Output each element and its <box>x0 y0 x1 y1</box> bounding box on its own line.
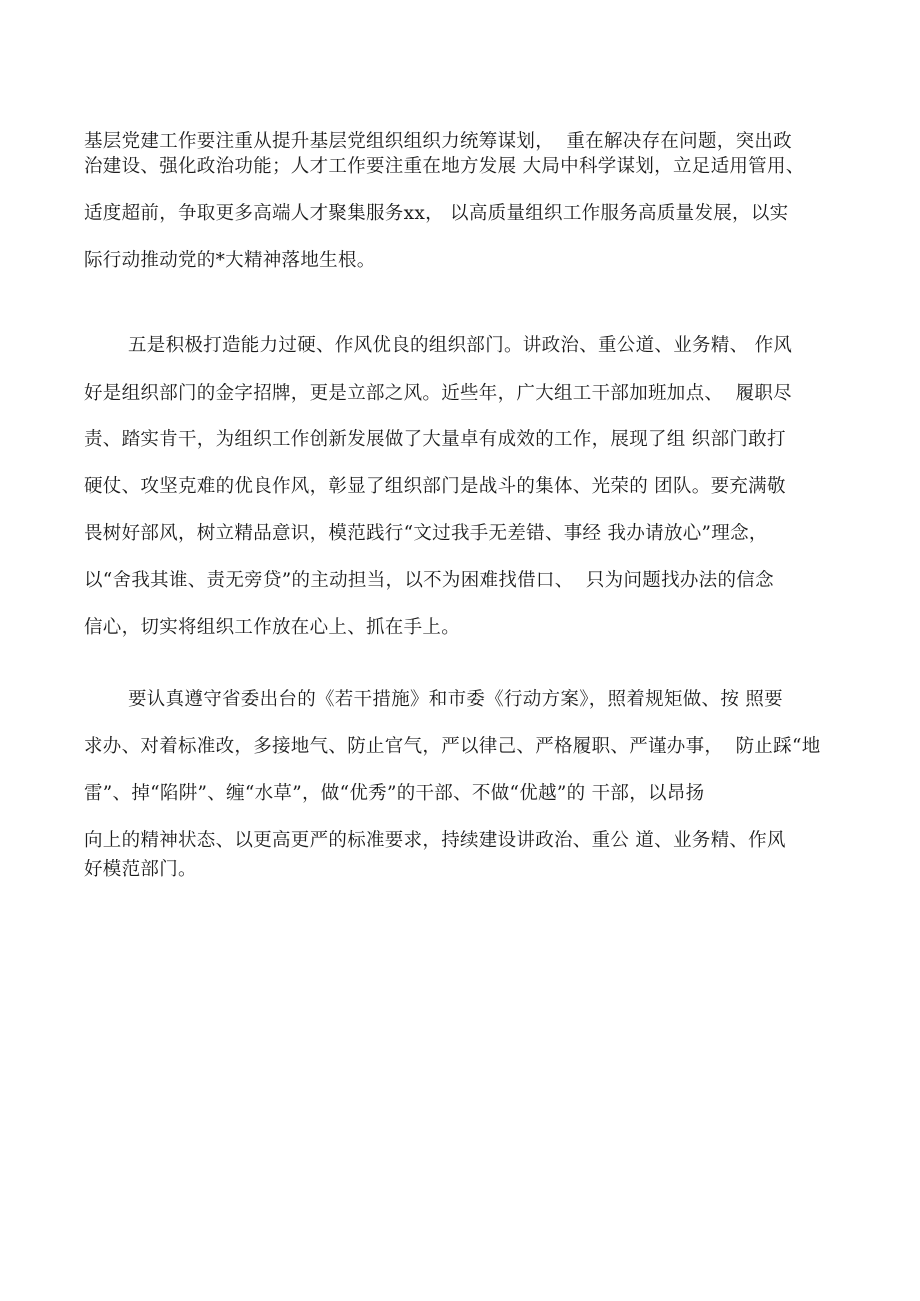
paragraph-3-line-3: 雷”、掉“陷阱”、缠“水草”，做“优秀”的干部、不做“优越”的 干部，以昂扬 <box>84 783 705 804</box>
paragraph-2-line-6: 以“舍我其谁、责无旁贷”的主动担当，以不为困难找借口、 只为问题找办法的信念 <box>84 570 774 591</box>
paragraph-3-line-1: 要认真遵守省委出台的《若干措施》和市委《行动方案》，照着规矩做、按 照要 <box>128 689 783 710</box>
paragraph-1-line-3: 适度超前，争取更多高端人才聚集服务xx， 以高质量组织工作服务高质量发展，以实 <box>84 203 789 224</box>
paragraph-3-line-2: 求办、对着标准改，多接地气、防止官气，严以律己、严格履职、严谨办事， 防止踩“地 <box>84 736 821 757</box>
paragraph-2-line-4: 硬仗、攻坚克难的优良作风，彰显了组织部门是战斗的集体、光荣的 团队。要充满敬 <box>84 476 786 497</box>
paragraph-1-line-2: 治建设、强化政治功能；人才工作要注重在地方发展 大局中科学谋划，立足适用管用、 <box>84 156 805 177</box>
paragraph-2-line-1: 五是积极打造能力过硬、作风优良的组织部门。讲政治、重公道、业务精、 作风 <box>128 335 793 356</box>
paragraph-1-line-4: 际行动推动党的*大精神落地生根。 <box>84 250 376 271</box>
paragraph-2-line-2: 好是组织部门的金字招牌，更是立部之风。近些年，广大组工干部加班加点、 履职尽 <box>84 383 792 404</box>
paragraph-2-line-7: 信心，切实将组织工作放在心上、抓在手上。 <box>84 617 461 638</box>
paragraph-3-line-5: 好模范部门。 <box>84 859 197 880</box>
paragraph-2-line-5: 畏树好部风，树立精品意识，模范践行“文过我手无差错、事经 我办请放心”理念， <box>84 523 768 544</box>
paragraph-3-line-4: 向上的精神状态、以更高更严的标准要求，持续建设讲政治、重公 道、业务精、作风 <box>84 830 786 851</box>
paragraph-1-line-1: 基层党建工作要注重从提升基层党组织组织力统筹谋划， 重在解决存在问题，突出政 <box>84 131 792 152</box>
paragraph-2-line-3: 责、踏实肯干，为组织工作创新发展做了大量卓有成效的工作，展现了组 织部门敢打 <box>84 429 786 450</box>
